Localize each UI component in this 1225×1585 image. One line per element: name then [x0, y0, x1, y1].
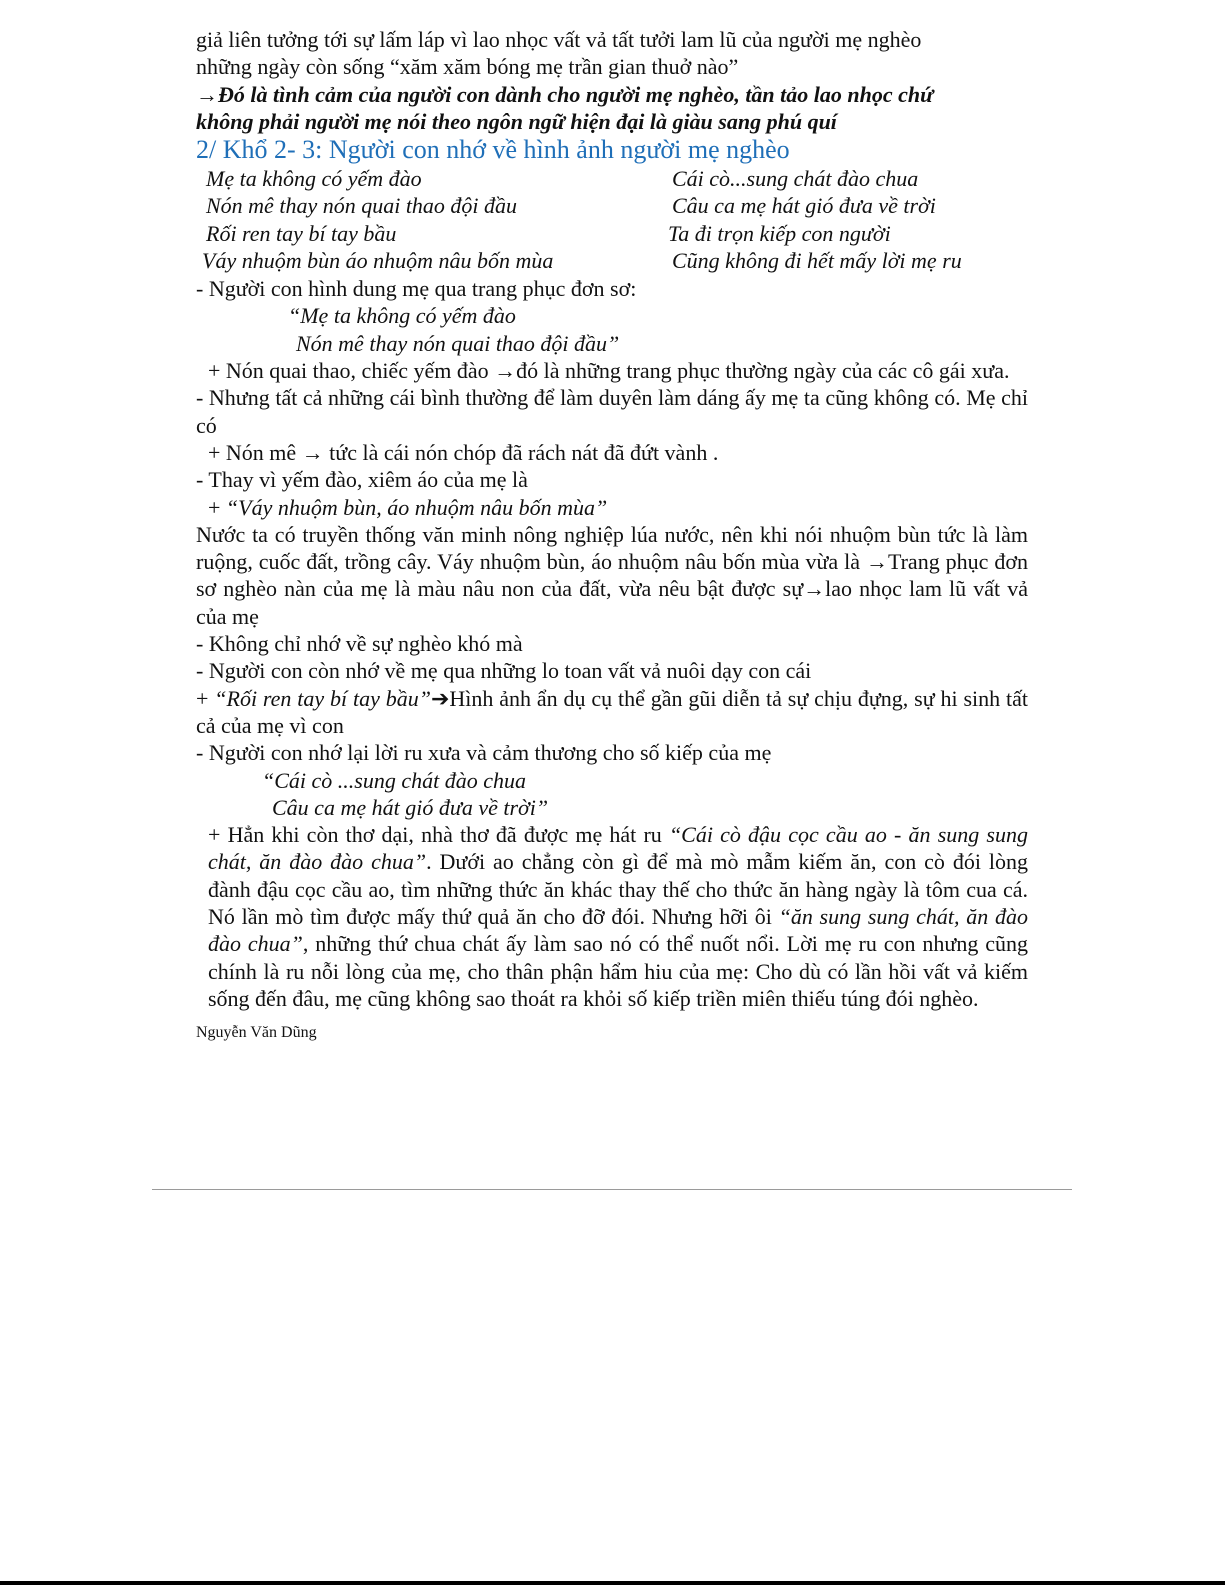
- paragraph: - Người con hình dung mẹ qua trang phục đơn sơ:: [196, 276, 637, 302]
- poem-line: Cũng không đi hết mấy lời mẹ ru: [672, 248, 962, 274]
- arrow-icon: →: [301, 439, 324, 465]
- paragraph: + Nón quai thao, chiếc yếm đào →đó là những trang phục thường ngày của các cô gái xưa.: [208, 358, 1010, 384]
- quote-line: “Mẹ ta không có yếm đào: [288, 303, 516, 329]
- poem-line: Rối ren tay bí tay bầu: [206, 220, 397, 246]
- paragraph: + Hẳn khi còn thơ dại, nhà thơ đã được mẹ hát ru “Cái cò đậu cọc cầu ao - ăn sung sung chát, ăn đào đào chua”. Dưới ao chẳng còn gì để mà mò mẫm kiếm ăn, con cò đói lòng đành đậu cọc cầu ao, tìm những thức ăn khác thay thế cho thức ăn hàng ngày là tôm cua cá. Nó lần mò tìm được mấy thứ quả ăn cho đỡ đói. Nhưng hỡi ôi “ăn sung sung chát, ăn đào đào chua”, những thứ chua chát ấy làm sao nó có thể nuốt nổi. Lời mẹ ru con nhưng cũng chính là ru nỗi lòng của mẹ, cho thân phận hẩm hiu của mẹ: Cho dù có lần hồi vất vả kiếm sống đến đâu, mẹ cũng không sao thoát ra khỏi số kiếp triền miên thiếu túng đói nghèo.: [208, 822, 1029, 1011]
- quote-line: “Cái cò ...sung chát đào chua: [262, 767, 526, 793]
- text-line: giả liên tưởng tới sự lấm láp vì lao nhọc vất vả tất tưởi lam lũ của người mẹ nghèo: [196, 27, 922, 52]
- paragraph: - Người con nhớ lại lời ru xưa và cảm thương cho số kiếp của mẹ: [196, 740, 772, 766]
- page-divider: [152, 1189, 1072, 1190]
- conclusion-bold: →Đó là tình cảm của người con dành cho người mẹ nghèo, tần tảo lao nhọc chứ: [196, 81, 934, 107]
- poem-line: Mẹ ta không có yếm đào: [206, 166, 422, 192]
- arrow-icon: →: [494, 358, 517, 384]
- poem-line: Ta đi trọn kiếp con người: [668, 220, 891, 246]
- poem-right-column: [668, 165, 962, 274]
- document-page: [196, 26, 1028, 1042]
- arrow-icon: →: [196, 81, 218, 107]
- paragraph: - Người con còn nhớ về mẹ qua những lo toan vất vả nuôi dạy con cái: [196, 658, 812, 684]
- paragraph: - Nhưng tất cả những cái bình thường để làm duyên làm dáng ấy mẹ ta cũng không có. Mẹ chỉ có: [196, 385, 1028, 438]
- quote-line: Câu ca mẹ hát gió đưa về trời”: [272, 794, 549, 820]
- bottom-edge: [0, 1581, 1225, 1585]
- poem-line: Nón mê thay nón quai thao đội đầu: [206, 193, 518, 219]
- paragraph: + Nón mê → tức là cái nón chóp đã rách nát đã đứt vành .: [208, 439, 719, 465]
- poem-line: Váy nhuộm bùn áo nhuộm nâu bốn mùa: [202, 248, 554, 274]
- quote-line: Nón mê thay nón quai thao đội đầu”: [296, 330, 620, 356]
- poem-left-column: [202, 165, 554, 274]
- paragraph: Nước ta có truyền thống văn minh nông nghiệp lúa nước, nên khi nói nhuộm bùn tức là làm ruộng, cuốc đất, trồng cây. Váy nhuộm bùn, áo nhuộm nâu bốn mùa vừa là →Trang phục đơn sơ nghèo nàn của mẹ là màu nâu non của đất, vừa nêu bật được sự→lao nhọc lam lũ vất vả của mẹ: [196, 521, 1028, 629]
- arrow-icon: →: [803, 576, 826, 602]
- conclusion-bold-cont: không phải người mẹ nói theo ngôn ngữ hiện đại là giàu sang phú quí: [196, 108, 837, 134]
- paragraph: + “Rối ren tay bí tay bầu”➔Hình ảnh ẩn dụ cụ thể gần gũi diễn tả sự chịu đựng, sự hi sinh tất cả của mẹ vì con: [196, 685, 1028, 738]
- heavy-arrow-icon: ➔: [430, 685, 450, 711]
- paragraph: - Không chỉ nhớ về sự nghèo khó mà: [196, 631, 523, 657]
- paragraph: - Thay vì yếm đào, xiêm áo của mẹ là: [196, 467, 528, 493]
- section-heading: 2/ Khổ 2- 3: Người con nhớ về hình ảnh người mẹ nghèo: [196, 135, 790, 165]
- arrow-icon: →: [865, 549, 888, 575]
- author-name: Nguyễn Văn Dũng: [196, 1024, 317, 1042]
- paragraph: + “Váy nhuộm bùn, áo nhuộm nâu bốn mùa”: [208, 494, 608, 520]
- poem-line: Cái cò...sung chát đào chua: [672, 166, 919, 192]
- poem-line: Câu ca mẹ hát gió đưa về trời: [672, 193, 936, 219]
- text-line: những ngày còn sống “xăm xăm bóng mẹ trần gian thuở nào”: [196, 54, 739, 80]
- poem-block: [196, 165, 1028, 275]
